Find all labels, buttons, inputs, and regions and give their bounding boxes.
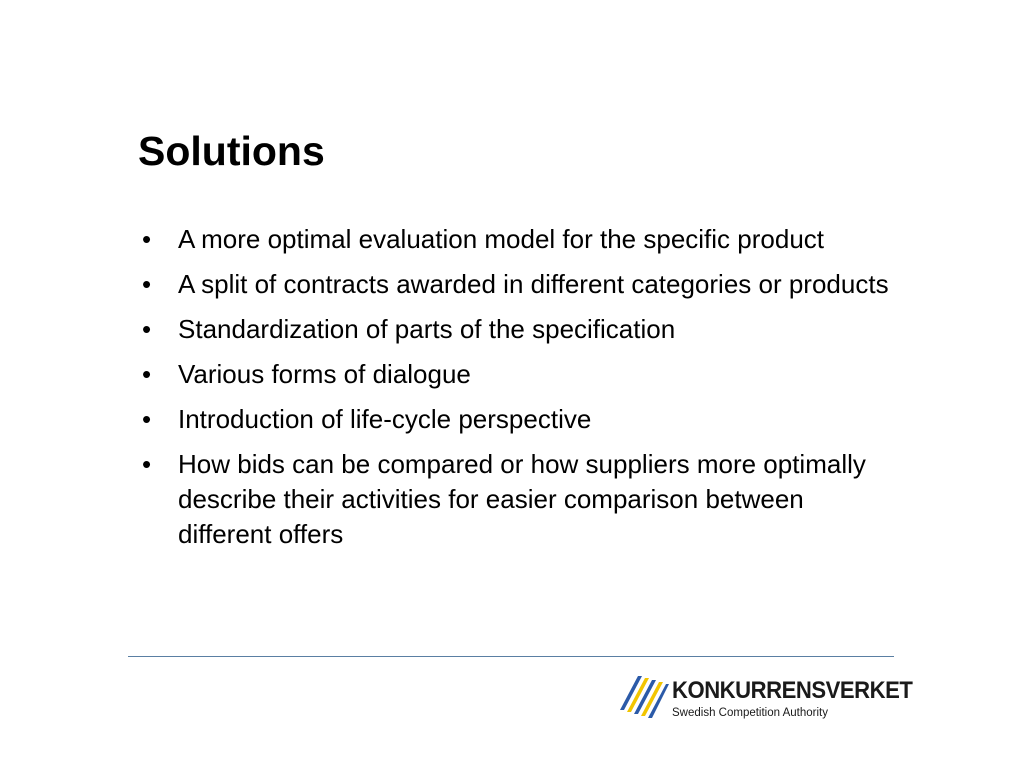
logo-tagline: Swedish Competition Authority (672, 707, 828, 719)
slide-title: Solutions (138, 128, 325, 174)
list-item (138, 402, 898, 437)
bullet-marker: • (142, 224, 152, 254)
bullet-marker: • (142, 269, 152, 299)
konkurrensverket-stripes-logo-icon (618, 670, 670, 722)
bullet-text: A more optimal evaluation model for the specific product (178, 224, 825, 254)
bullet-text: Introduction of life-cycle perspective (178, 404, 592, 434)
bullet-marker: • (142, 314, 152, 344)
list-item (138, 447, 898, 552)
bullet-marker: • (142, 449, 152, 479)
footer-divider (128, 656, 894, 657)
bullet-text: A split of contracts awarded in different categories or products (178, 269, 889, 299)
list-item (138, 357, 898, 392)
list-item (138, 312, 898, 347)
bullet-text: Various forms of dialogue (178, 359, 471, 389)
konkurrensverket-logo (618, 668, 913, 728)
logo-name: KONKURRENSVERKET (672, 677, 913, 704)
bullet-marker: • (142, 404, 152, 434)
bullet-text: Standardization of parts of the specification (178, 314, 676, 344)
list-item (138, 222, 898, 257)
bullet-marker: • (142, 359, 152, 389)
list-item (138, 267, 898, 302)
bullet-text: How bids can be compared or how suppliers more optimally describe their activities for easier comparison between different offers (178, 449, 866, 549)
bullet-list (138, 222, 898, 562)
